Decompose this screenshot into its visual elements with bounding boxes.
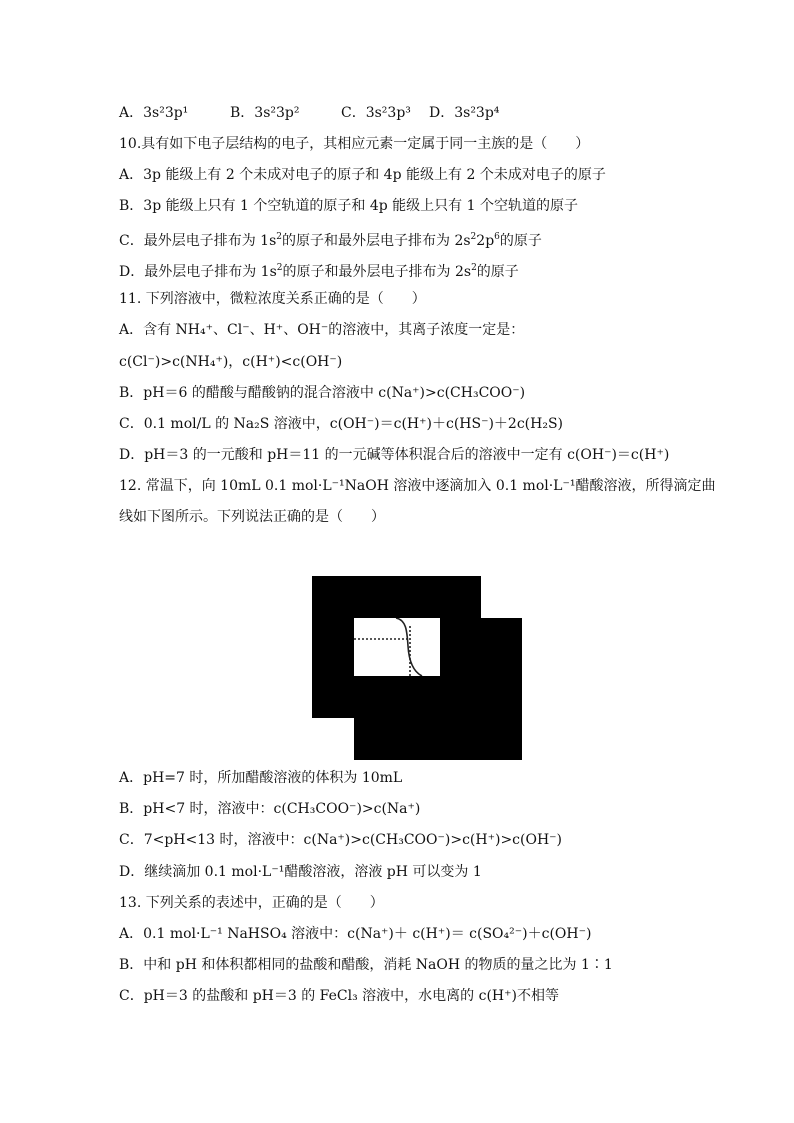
q9-option-b: B．3s²3p²: [230, 105, 300, 121]
q10-option-c: [119, 228, 542, 250]
q10-d-text-1: D．最外层电子排布为 1s: [119, 264, 277, 280]
superscript-6: 6: [494, 232, 500, 242]
q10-c-text-1: C．最外层电子排布为 1s: [119, 233, 277, 249]
redaction-block-bottom: [354, 718, 522, 760]
superscript-2: 2: [470, 232, 477, 242]
q9-option-d: D．3s²3p⁴: [429, 105, 500, 121]
q10-stem: 10.具有如下电子层结构的电子，其相应元素一定属于同一主族的是（ ）: [119, 136, 590, 152]
titration-curve-svg: [354, 618, 440, 676]
titration-curve-figure: [312, 576, 522, 760]
q10-option-a: A．3p 能级上有 2 个未成对电子的原子和 4p 能级上有 2 个未成对电子的原子: [119, 167, 606, 183]
q13-option-b: B．中和 pH 和体积都相同的盐酸和醋酸，消耗 NaOH 的物质的量之比为 1∶1: [119, 957, 613, 973]
q12-stem-line1: 12. 常温下，向 10mL 0.1 mol·L⁻¹NaOH 溶液中逐滴加入 0.1 mol·L⁻¹醋酸溶液，所得滴定曲: [119, 478, 716, 494]
superscript-2: 2: [276, 232, 282, 242]
q9-option-c: C．3s²3p³: [341, 105, 411, 121]
redaction-block-middle: [312, 676, 522, 718]
q10-d-text-2: 的原子和最外层电子排布为 2s: [282, 264, 472, 280]
q11-stem: 11. 下列溶液中，微粒浓度关系正确的是（ ）: [119, 291, 426, 307]
redaction-block-inner: [440, 676, 480, 718]
redaction-block-top: [312, 576, 481, 618]
q13-stem: 13. 下列关系的表述中，正确的是（ ）: [119, 895, 384, 911]
q12-option-d: D．继续滴加 0.1 mol·L⁻¹醋酸溶液，溶液 pH 可以变为 1: [119, 864, 482, 880]
q11-option-b: B．pH＝6 的醋酸与醋酸钠的混合溶液中 c(Na⁺)>c(CH₃COO⁻): [119, 385, 526, 401]
q11-option-a-line2: c(Cl⁻)>c(NH₄⁺)，c(H⁺)<c(OH⁻): [119, 354, 343, 370]
q13-option-a: A．0.1 mol·L⁻¹ NaHSO₄ 溶液中：c(Na⁺)＋ c(H⁺)＝ c(SO₄²⁻)＋c(OH⁻): [119, 926, 592, 942]
q10-c-text-3: 2p: [476, 233, 495, 249]
q11-option-c: C．0.1 mol/L 的 Na₂S 溶液中，c(OH⁻)＝c(H⁺)＋c(HS⁻)＋2c(H₂S): [119, 416, 564, 432]
q13-option-c: C．pH＝3 的盐酸和 pH＝3 的 FeCl₃ 溶液中，水电离的 c(H⁺)不相等: [119, 988, 559, 1004]
q12-option-b: B．pH<7 时，溶液中：c(CH₃COO⁻)>c(Na⁺): [119, 801, 421, 817]
titration-curve-line: [396, 618, 422, 676]
q12-option-c: C．7<pH<13 时，溶液中：c(Na⁺)>c(CH₃COO⁻)>c(H⁺)>c(OH⁻): [119, 832, 563, 848]
q11-option-d: D．pH＝3 的一元酸和 pH＝11 的一元碱等体积混合后的溶液中一定有 c(OH⁻)＝c(H⁺): [119, 447, 670, 463]
q10-d-text-3: 的原子: [476, 264, 519, 280]
q10-option-b: B．3p 能级上只有 1 个空轨道的原子和 4p 能级上只有 1 个空轨道的原子: [119, 198, 578, 214]
q10-c-text-4: 的原子: [499, 233, 542, 249]
q11-option-a-line1: A．含有 NH₄⁺、Cl⁻、H⁺、OH⁻的溶液中，其离子浓度一定是：: [119, 322, 525, 338]
q9-options-row: [119, 104, 499, 122]
q12-stem-line2: 线如下图所示。下列说法正确的是（ ）: [119, 509, 385, 525]
q10-c-text-2: 的原子和最外层电子排布为 2s: [282, 233, 471, 249]
q12-option-a: A．pH=7 时，所加醋酸溶液的体积为 10mL: [119, 770, 403, 786]
superscript-2: 2: [276, 263, 283, 273]
q9-option-a: A．3s²3p¹: [119, 105, 189, 121]
curve-window: [354, 618, 440, 676]
q10-option-d: [119, 259, 519, 281]
superscript-2: 2: [471, 263, 477, 273]
